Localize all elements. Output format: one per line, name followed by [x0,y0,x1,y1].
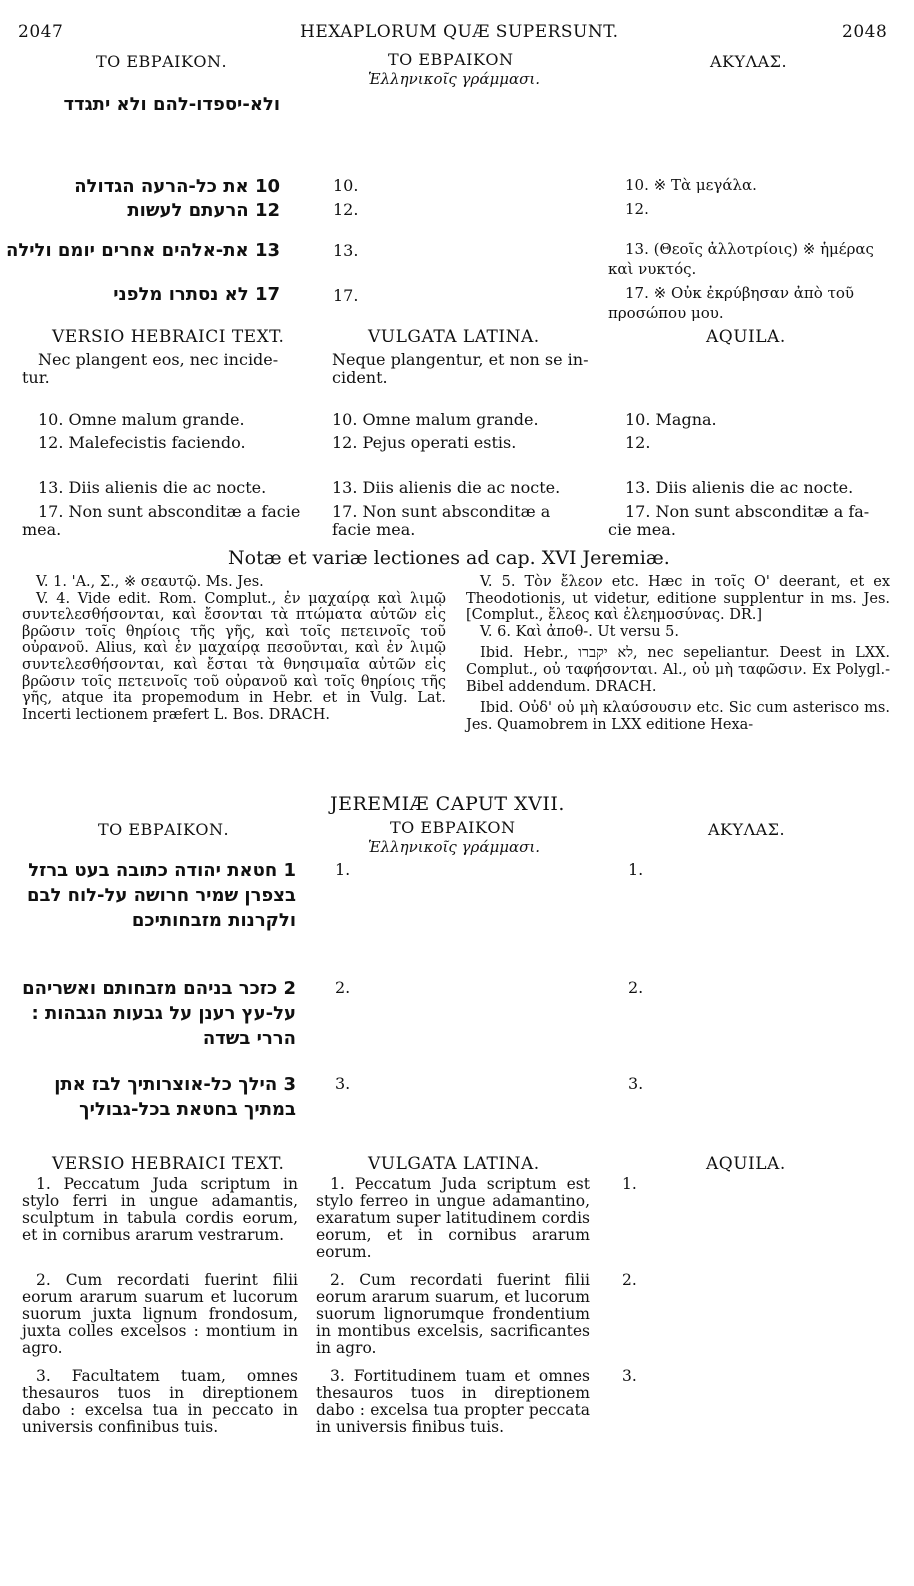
verse-number: 1. [335,860,351,879]
latin-head-hebrew: VERSIO HEBRAICI TEXT. [52,1154,285,1174]
aquila-verse-12: 12. [625,200,649,218]
latin-verse: 3. Facultatem tuam, omnes thesauros tuos in direptionem dabo : excelsa tua in peccato in universis confinibus tuis. [22,1367,298,1436]
latin-head-vulgate: VULGATA LATINA. [368,1154,540,1174]
verse-number: 12. [333,200,359,219]
col-head-aquila: ΑΚΥΛΑΣ. [708,820,786,839]
page-number-right: 2048 [842,22,888,42]
latin-text: mea. [22,520,62,539]
latin-verse: 1. Peccatum Juda scriptum est stylo ferreo in ungue adamantino, exaratum super latitudinem cordis eorum, et in cornibus ararum eorum. [316,1175,590,1261]
note-paragraph: Ibid. Οὐδ' οὐ μὴ κλαύσουσιν etc. Sic cum asterisco ms. Jes. Quamobrem in LXX editione Hexa- [466,700,890,733]
latin-verse: 1. [622,1175,637,1193]
running-title: HEXAPLORUM QUÆ SUPERSUNT. [300,22,619,42]
hebrew-verse-2: 2 כזכר בניהם מזבחותם ואשריהם על-עץ רענן על גבעות הגבהות : הררי בשדה [22,978,296,1049]
latin-verse: 2. Cum recordati fuerint filii eorum ararum suarum et lucorum suorum juxta lignum frondosum, juxta colles excelsos : montium in agro. [22,1271,298,1357]
note-paragraph: V. 5. Τὸν ἔλεον etc. Hæc in τοῖς Ο' deerant, et ex Theodotionis, ut videtur, editione supplentur in ms. Jes. [Complut., ἔλεος καὶ ἐλεημοσύνας. DR.] [466,574,890,624]
col-head-hebrew-greek: ΤΟ ΕΒΡΑΙΚΟΝ [390,818,516,837]
latin-verse: 2. Cum recordati fuerint filii eorum ararum suarum, et lucorum suorum lignorumque frondentium in montibus excelsis, sacrificantes in agro. [316,1271,590,1357]
note-paragraph: V. 1. 'Α., Σ., ※ σεαυτῷ. Ms. Jes. [36,574,264,590]
latin-text: 17. Non sunt absconditæ a fa- [625,502,870,521]
latin-hebrew-column [22,1176,298,1436]
note-paragraph: V. 4. Vide edit. Rom. Complut., ἐν μαχαίρᾳ καὶ λιμῷ συντελεσθήσονται, καὶ ἔσονται τὰ πτώματα αὐτῶν εἰς βρῶσιν τοῖς θηρίοις τῆς γῆς, καὶ τοῖς πετεινοῖς τοῦ οὐρανοῦ. Alius, καὶ ἐν μαχαίρᾳ πεσοῦνται, καὶ ἐν λιμῷ συντελεσθήσονται, καὶ ἔσται τὰ θνησιμαῖα αὐτῶν εἰς βρῶσιν τοῖς πετεινοῖς τοῦ οὐρανοῦ καὶ τοῖς θηρίοις τῆς γῆς, atque ita propemodum in Hebr. et in Vulg. Lat. Incerti lectionem præfert L. Bos. DRACH. [22,590,446,723]
hebrew-verse-1: 1 חטאת יהודה כתובה בעט ברזל בצפרן שמיר חרושה על-לוח לבם ולקרנות מזבחותיכם [26,860,296,931]
aquila-verse-10: 10. ※ Τὰ μεγάλα. [625,176,757,194]
note-paragraph: V. 6. Καὶ ἀποθ-. Ut versu 5. [480,623,679,640]
aquila-verse-17-cont: προσώπου μου. [608,304,724,322]
latin-aquila-column [622,1176,682,1385]
latin-text: 17. Non sunt absconditæ a facie [38,502,301,521]
latin-verse: 1. Peccatum Juda scriptum in stylo ferri in ungue adamantis, sculptum in tabula cordis eorum, et in cornibus ararum vestrarum. [22,1175,298,1244]
aquila-verse-13-cont: καὶ νυκτός. [608,260,697,278]
latin-text: Neque plangentur, et non se in- [332,350,589,369]
chapter-title: JEREMIÆ CAPUT XVII. [330,793,565,815]
hebrew-line: ולא-יספדו-להם ולא יתגדד [63,94,280,115]
latin-text: 10. Magna. [625,410,717,429]
hebrew-verse-10: 10 את כל-הרעה הגדולה [74,176,280,197]
latin-text: 13. Diis alienis die ac nocte. [332,478,561,497]
latin-text: tur. [22,368,50,387]
col-head-hebrew: ΤΟ ΕΒΡΑΙΚΟΝ. [98,820,230,839]
latin-head-aquila: AQUILA. [706,1154,786,1174]
latin-text: 13. Diis alienis die ac nocte. [625,478,854,497]
latin-head-aquila: AQUILA. [706,327,786,347]
latin-text: cident. [332,368,388,387]
latin-text: 12. [625,433,651,452]
latin-text: 10. Omne malum grande. [38,410,245,429]
note-paragraph: Ibid. Hebr., לא יקברו, nec sepeliantur. Deest in LXX. Complut., οὐ ταφήσονται. Al., οὐ μὴ ταφῶσιν. Ex Polygl.-Bibel addendum. DRACH. [466,645,890,695]
verse-number: 17. [333,286,359,305]
latin-text: 17. Non sunt absconditæ a [332,502,551,521]
latin-verse: 3. [622,1367,637,1385]
notes-title: Notæ et variæ lectiones ad cap. XVI Jeremiæ. [228,547,670,569]
verse-number: 13. [333,241,359,260]
hebrew-verse-13: 13 את-אלהים אחרים יומם ולילה [6,240,280,261]
hebrew-verse-12: 12 הרעתם לעשות [127,200,280,221]
latin-verse: 2. [622,1271,637,1289]
col-head-hebrew: ΤΟ ΕΒΡΑΙΚΟΝ. [96,52,228,71]
col-head-hebrew-greek-sub: Ἑλληνικοῖς γράμμασι. [368,70,540,88]
latin-text: 12. Pejus operati estis. [332,433,517,452]
verse-number: 3. [628,1074,644,1093]
latin-vulgate-column [316,1176,590,1436]
latin-text: facie mea. [332,520,416,539]
hebrew-verse-3: 3 הילך כל-אוצרותיך לבז אתן במתיך בחטאת בכל-גבוליך [54,1074,296,1120]
col-head-aquila: ΑΚΥΛΑΣ. [710,52,788,71]
latin-text: 10. Omne malum grande. [332,410,539,429]
hebrew-verse-17: 17 לא נסתרו מלפני [113,284,280,305]
aquila-verse-13: 13. (Θεοῖς ἀλλοτρίοις) ※ ἡμέρας [625,240,874,258]
verse-number: 2. [335,978,351,997]
verse-number: 1. [628,860,644,879]
latin-text: cie mea. [608,520,676,539]
notes-right-column [466,574,890,733]
latin-text: Nec plangent eos, nec incide- [38,350,279,369]
verse-number: 3. [335,1074,351,1093]
verse-number: 2. [628,978,644,997]
verse-number: 10. [333,176,359,195]
latin-head-vulgate: VULGATA LATINA. [368,327,540,347]
notes-left-column [22,574,446,723]
col-head-hebrew-greek-sub: Ἑλληνικοῖς γράμμασι. [368,838,540,856]
page-number-left: 2047 [18,22,64,42]
aquila-verse-17: 17. ※ Οὐκ ἐκρύβησαν ἀπὸ τοῦ [625,284,855,302]
latin-verse: 3. Fortitudinem tuam et omnes thesauros tuos in direptionem dabo : excelsa tua propter peccata in universis finibus tuis. [316,1367,590,1436]
latin-head-hebrew: VERSIO HEBRAICI TEXT. [52,327,285,347]
col-head-hebrew-greek: ΤΟ ΕΒΡΑΙΚΟΝ [388,50,514,69]
latin-text: 13. Diis alienis die ac nocte. [38,478,267,497]
latin-text: 12. Malefecistis faciendo. [38,433,246,452]
